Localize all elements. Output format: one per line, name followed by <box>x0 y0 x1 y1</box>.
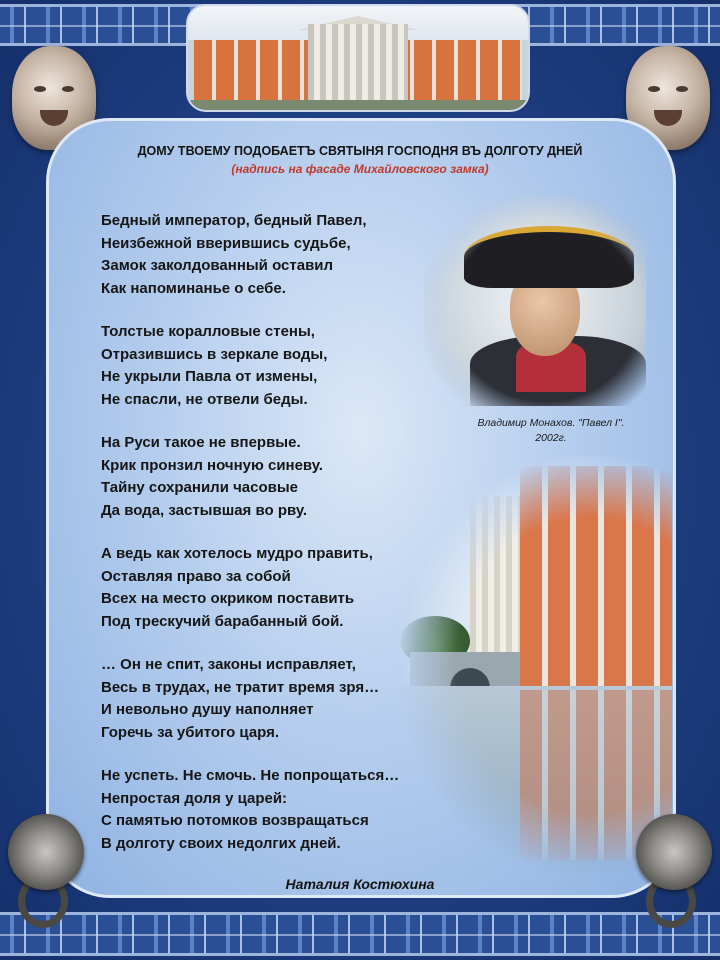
portrait-image <box>424 196 646 406</box>
poem-line: Отразившись в зеркале воды, <box>101 345 328 363</box>
poem-line: Неизбежной вверившись судьбе, <box>101 234 351 252</box>
poem-line: Замок заколдованный оставил <box>101 257 334 274</box>
poem-line: Как напоминанье о себе. <box>101 279 286 297</box>
poem-line: Не спасли, не отвели беды. <box>101 390 308 408</box>
poem-line: Да вода, застывшая во рву. <box>101 501 308 519</box>
poem-line: Толстые коралловые стены, <box>101 323 315 340</box>
poem-line: С памятью потомков возвращаться <box>101 812 369 829</box>
poem-line: Под трескучий барабанный бой. <box>101 612 344 630</box>
stanza <box>101 543 441 633</box>
caption-line: Владимир Монахов. "Павел I". <box>477 417 625 429</box>
poem-line: Не укрыли Павла от измены, <box>101 368 318 385</box>
stanza <box>101 654 441 744</box>
portrait-caption <box>440 416 662 446</box>
poem-line: Не успеть. Не смочь. Не попрощаться… <box>101 767 400 784</box>
author-name: Наталия Костюхина <box>285 876 435 892</box>
poem-line: А ведь как хотелось мудро править, <box>101 545 373 562</box>
page-heading: ДОМУ ТВОЕМУ ПОДОБАЕТЪ СВЯТЫНЯ ГОСПОДНЯ ВЪ ДОЛГОТУ ДНЕЙ <box>137 144 583 158</box>
caption-line: 2002г. <box>535 432 567 444</box>
poem-line: Тайну сохранили часовые <box>101 479 299 496</box>
poem-line: Бедный император, бедный Павел, <box>101 212 367 229</box>
poem-line: На Руси такое не впервые. <box>101 434 301 451</box>
stanza <box>101 210 441 300</box>
poem-line: В долготу своих недолгих дней. <box>101 834 341 852</box>
poem-line: Всех на место окриком поставить <box>101 590 355 607</box>
stanza <box>101 321 441 411</box>
poem-line: … Он не спит, законы исправляет, <box>101 656 356 673</box>
stanza <box>101 765 441 855</box>
poem-line: Оставляя право за собой <box>101 567 291 585</box>
poem <box>101 210 441 876</box>
stanza <box>101 432 441 522</box>
poem-line: И невольно душу наполняет <box>101 701 314 718</box>
bottom-ornament-band <box>0 912 720 956</box>
poem-line: Непростая доля у царей: <box>101 789 288 807</box>
poem-line: Горечь за убитого царя. <box>101 723 280 741</box>
canal-photo <box>400 456 672 874</box>
poem-line: Крик пронзил ночную синеву. <box>101 456 323 474</box>
page-subheading: (надпись на фасаде Михайловского замка) <box>231 162 489 176</box>
poem-line: Весь в трудах, не тратит время зря… <box>101 678 380 696</box>
castle-photo <box>186 4 530 112</box>
